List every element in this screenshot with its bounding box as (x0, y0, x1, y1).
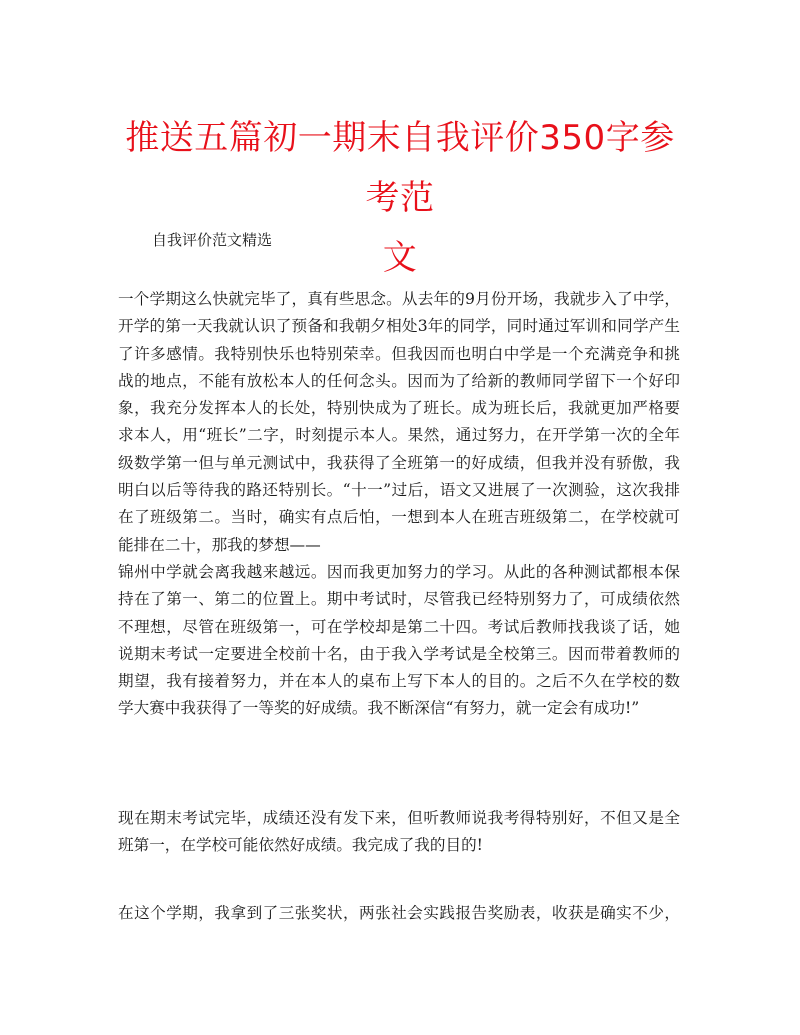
text-line: 战的地点，不能有放松本人的任何念头。因而为了给新的教师同学留下一个好印 (118, 371, 680, 390)
text-line: 学大赛中我获得了一等奖的好成绩。我不断深信“有努力，就一定会有成功!” (118, 699, 640, 718)
paragraph-3 (118, 900, 680, 927)
title-line-1: 推送五篇初一期末自我评价350字参考范 (125, 118, 675, 218)
text-line: 持在了第一、第二的位置上。期中考试时，尽管我已经特别努力了，可成绩依然 (118, 590, 680, 609)
text-line: 班第一，在学校可能依然好成绩。我完成了我的目的! (118, 836, 483, 855)
text-line: 不理想，尽管在班级第一，可在学校却是第二十四。考试后教师找我谈了话，她 (118, 617, 680, 636)
text-line: 现在期末考试完毕，成绩还没有发下来，但听教师说我考得特别好，不但又是全 (118, 809, 680, 827)
text-line: 在这个学期，我拿到了三张奖状，两张社会实践报告奖励表，收获是确实不少， (118, 904, 680, 922)
text-line: 期望，我有接着努力，并在本人的桌布上写下本人的目的。之后不久在学校的数 (118, 672, 680, 691)
paragraph-1 (118, 286, 680, 723)
text-line: 锦州中学就会离我越来越远。因而我更加努力的学习。从此的各种测试都根本保 (118, 562, 680, 581)
text-line: 求本人，用“班长”二字，时刻提示本人。果然，通过努力，在开学第一次的全年 (118, 426, 680, 445)
text-line: 说期末考试一定要进全校前十名，由于我入学考试是全校第三。因而带着教师的 (118, 644, 680, 663)
document-title (110, 108, 690, 288)
text-line: 了许多感情。我特别快乐也特别荣幸。但我因而也明白中学是一个充满竞争和挑 (118, 344, 680, 363)
text-line: 一个学期这么快就完毕了，真有些思念。从去年的9月份开场，我就步入了中学， (118, 290, 680, 308)
text-line: 能排在二十，那我的梦想—— (118, 535, 321, 554)
text-line: 明白以后等待我的路还特别长。“十一”过后，语文又进展了一次测验，这次我排 (118, 481, 680, 500)
text-line: 级数学第一但与单元测试中，我获得了全班第一的好成绩，但我并没有骄傲，我 (118, 453, 680, 472)
title-line-2: 文 (382, 238, 418, 278)
text-line: 在了班级第二。当时，确实有点后怕，一想到本人在班吉班级第二，在学校就可 (118, 508, 680, 527)
document-subtitle: 自我评价范文精选 (152, 231, 273, 249)
text-line: 开学的第一天我就认识了预备和我朝夕相处3年的同学，同时通过军训和同学产生 (118, 317, 680, 336)
paragraph-2 (118, 805, 680, 860)
text-line: 象，我充分发挥本人的长处，特别快成为了班长。成为班长后，我就更加严格要 (118, 399, 680, 418)
